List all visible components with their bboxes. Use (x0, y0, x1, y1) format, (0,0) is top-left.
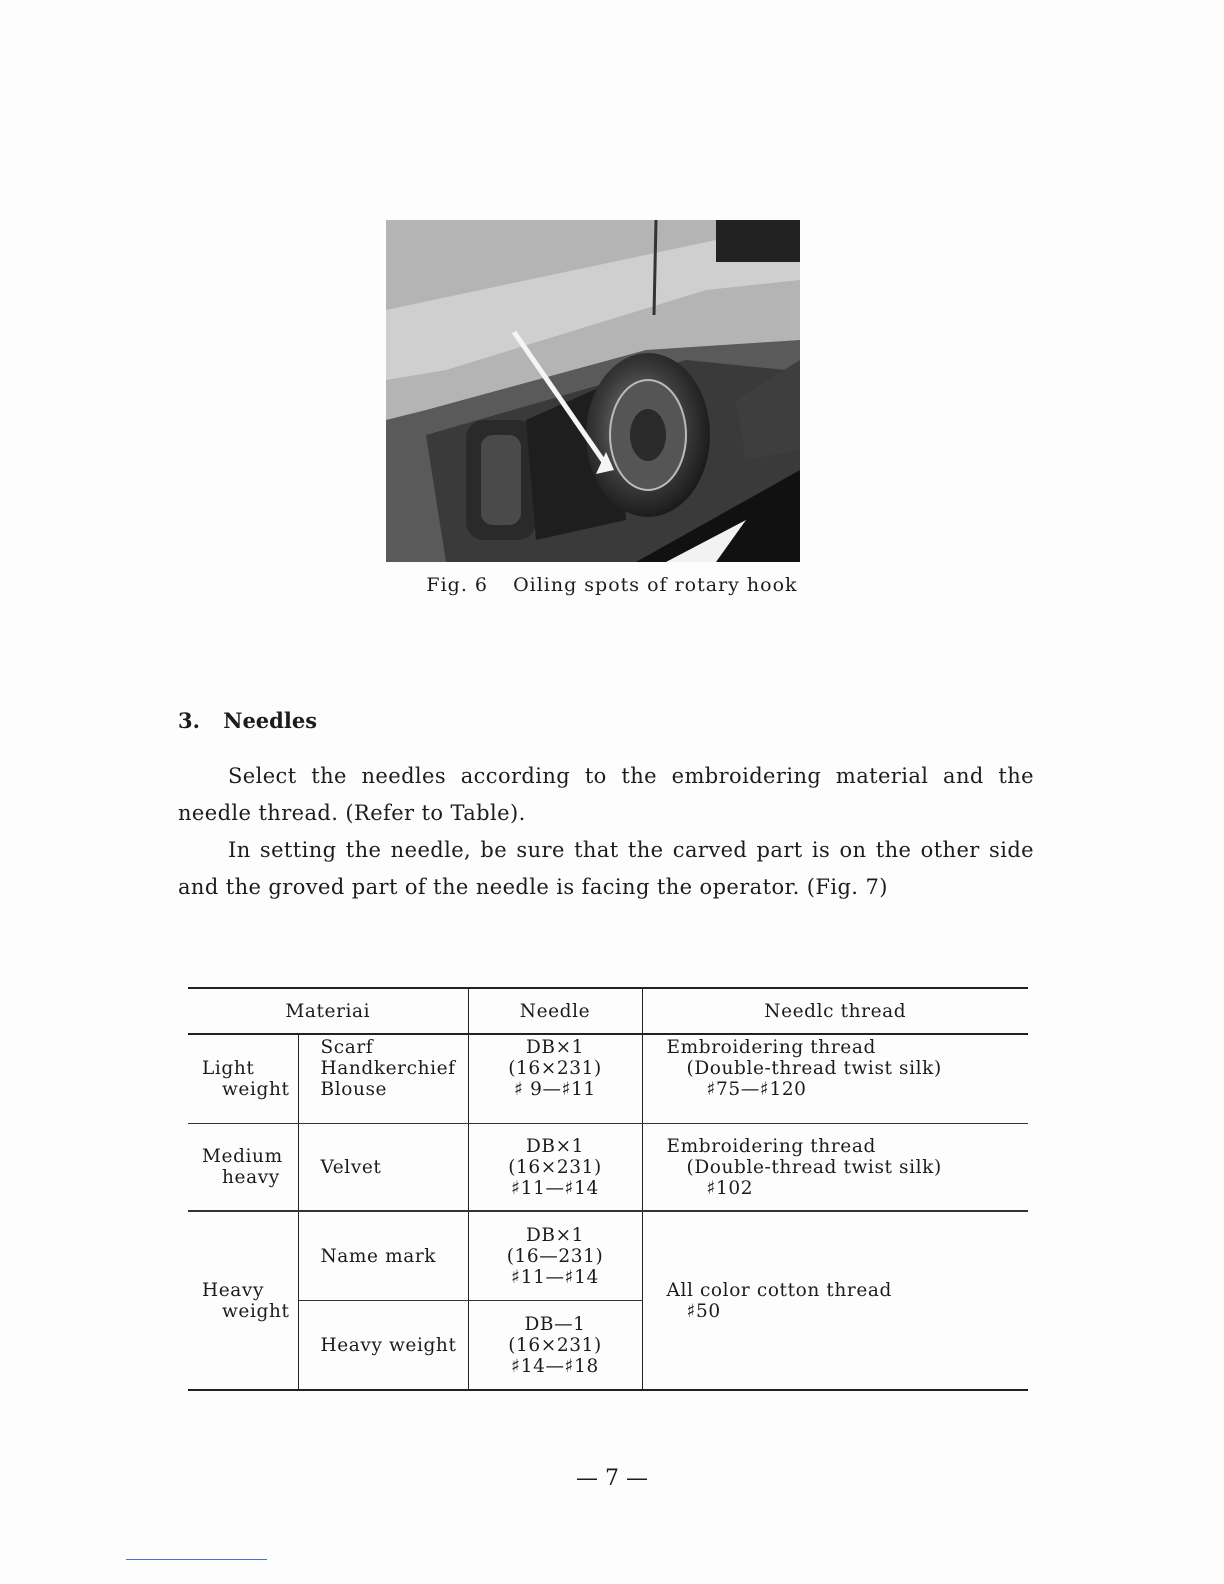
needle-cell (468, 1034, 642, 1124)
needle-system: (16×231) (508, 1058, 602, 1079)
needle-type: DB—1 (524, 1313, 586, 1335)
section-title: Needles (223, 708, 318, 733)
section-number: 3. (178, 708, 200, 733)
header-needle-thread: Needlc thread (642, 988, 1028, 1034)
photo-rotary-hook-icon (386, 220, 800, 562)
figure-caption-text: Oiling spots of rotary hook (513, 574, 798, 596)
paragraph-text: In setting the needle, be sure that the carved part is on the other side and the groved part of the needle is facing the operator. (Fig. 7) (178, 838, 1034, 899)
material-cell (298, 1034, 468, 1124)
thread-type: Embroidering thread (666, 1037, 876, 1058)
thread-cell (642, 1034, 1028, 1124)
page-number: — 7 — (576, 1466, 648, 1491)
needle-system: (16—231) (506, 1245, 604, 1267)
material-item: Blouse (320, 1079, 388, 1100)
category-line: weight (222, 1079, 290, 1100)
material-cell (298, 1301, 468, 1391)
rotary-hook-photo (386, 220, 800, 562)
needle-cell (468, 1301, 642, 1391)
header-material: Materiai (188, 988, 468, 1034)
needle-system: (16×231) (508, 1334, 602, 1356)
section-heading (178, 708, 317, 733)
needle-size: ♯ 9—♯11 (514, 1079, 596, 1100)
table-row (188, 1211, 1028, 1301)
header-needle: Needle (468, 988, 642, 1034)
material-item: Name mark (320, 1245, 437, 1267)
thread-cell (642, 1124, 1028, 1212)
category-cell (188, 1034, 298, 1124)
paragraph-setting-needle (178, 832, 1034, 906)
thread-type: All color cotton thread (666, 1279, 892, 1301)
table-row (188, 1034, 1028, 1124)
category-line: Medium (202, 1146, 283, 1167)
thread-detail: (Double-thread twist silk) (686, 1156, 942, 1178)
category-line: heavy (222, 1167, 280, 1188)
figure-caption (0, 574, 1224, 596)
needle-system: (16×231) (508, 1156, 602, 1178)
table-row (188, 1124, 1028, 1212)
thread-size: ♯102 (706, 1177, 754, 1199)
needle-type: DB×1 (525, 1135, 585, 1157)
figure-number: Fig. 6 (426, 574, 489, 596)
needle-cell (468, 1124, 642, 1212)
paragraph-text: Select the needles according to the embroidering material and the needle thread. (Refer to Table). (178, 764, 1034, 825)
needle-cell (468, 1211, 642, 1301)
paragraph-select-needles (178, 758, 1034, 832)
material-cell (298, 1124, 468, 1212)
footer-rule (126, 1559, 267, 1560)
material-cell (298, 1211, 468, 1301)
needle-type: DB×1 (525, 1037, 585, 1058)
material-item: Scarf (320, 1037, 374, 1058)
table-header-row (188, 988, 1028, 1034)
thread-type: Embroidering thread (666, 1135, 876, 1157)
category-line: weight (222, 1300, 290, 1322)
needle-size: ♯14—♯18 (511, 1355, 599, 1377)
needle-type: DB×1 (525, 1224, 585, 1246)
category-line: Light (202, 1058, 255, 1079)
needle-size: ♯11—♯14 (511, 1266, 599, 1288)
thread-detail: (Double-thread twist silk) (686, 1058, 942, 1079)
needle-size: ♯11—♯14 (511, 1177, 599, 1199)
material-item: Handkerchief (320, 1058, 456, 1079)
thread-cell (642, 1211, 1028, 1390)
material-item: Heavy weight (320, 1334, 457, 1356)
material-item: Velvet (320, 1156, 382, 1178)
thread-size: ♯50 (686, 1300, 721, 1322)
category-line: Heavy (202, 1279, 265, 1301)
needle-selection-table (188, 987, 1028, 1391)
thread-size: ♯75—♯120 (706, 1079, 807, 1100)
category-cell (188, 1124, 298, 1212)
category-cell (188, 1211, 298, 1390)
